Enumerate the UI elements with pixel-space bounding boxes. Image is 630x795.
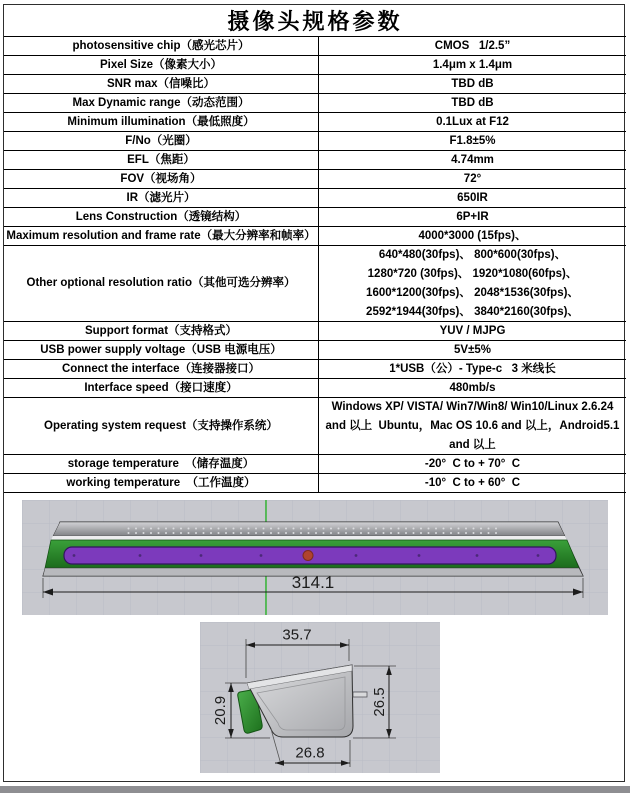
row-value: 1.4μm x 1.4μm [432,58,513,71]
table-row [4,474,626,493]
row-value: TBD dB [451,77,494,90]
trim-rim [51,536,567,540]
row-label: Other optional resolution ratio（其他可选分辨率） [4,246,319,321]
row-label: Pixel Size（像素大小） [4,56,319,74]
row-value-line: 1280*720 (30fps)、 1920*1080(60fps)、 [367,267,578,280]
table-row [4,37,626,56]
row-value-line: and 以上 [449,438,496,451]
row-value: CMOS 1/2.5” [434,39,511,52]
row-value-line: and 以上 Ubuntu，Mac OS 10.6 and 以上，Android5.1 [325,419,620,432]
table-row [4,170,626,189]
row-label: FOV（视场角） [4,170,319,188]
table-row [4,455,626,474]
row-value-line: 640*480(30fps)、 800*600(30fps)、 [378,248,567,261]
row-value: -20° C to + 70° C [424,457,521,470]
row-label: Interface speed（接口速度） [4,379,319,397]
row-value: TBD dB [451,96,494,109]
row-label: Minimum illumination（最低照度） [4,113,319,131]
row-label: USB power supply voltage（USB 电源电压） [4,341,319,359]
row-label: IR（滤光片） [4,189,319,207]
indicator-dot [303,551,313,561]
table-row [4,56,626,75]
dimension-label-left: 20.9 [212,695,229,726]
table-row [4,341,626,360]
row-label: storage temperature （储存温度） [4,455,319,473]
row-label: Max Dynamic range（动态范围） [4,94,319,112]
row-label: working temperature （工作温度） [4,474,319,492]
row-value: 650IR [457,191,488,204]
table-row [4,246,626,322]
table-row [4,379,626,398]
row-value: 5V±5% [454,343,491,356]
spec-table [4,37,626,493]
row-label: photosensitive chip（感光芯片） [4,37,319,55]
dimension-label-top: 35.7 [282,626,312,644]
table-row [4,322,626,341]
row-value: 1*USB（公）- Type-c 3 米线长 [389,362,556,375]
table-row [4,398,626,455]
dimension-label-right: 26.5 [371,687,388,717]
row-value: YUV / MJPG [439,324,506,337]
table-row [4,208,626,227]
page-bottom-shadow [0,786,630,793]
page-title: 摄像头规格参数 [4,5,626,37]
row-value: 4000*3000 (15fps)、 [418,229,527,242]
table-row [4,360,626,379]
row-value-line: Windows XP/ VISTA/ Win7/Win8/ Win10/Linux 2.6.24 [331,400,614,413]
table-row [4,151,626,170]
table-row [4,189,626,208]
row-value: 4.74mm [451,153,494,166]
row-value-line: 1600*1200(30fps)、 2048*1536(30fps)、 [366,286,579,299]
row-label: SNR max（信噪比） [4,75,319,93]
row-value [319,246,626,321]
row-value-line: 2592*1944(30fps)、 3840*2160(30fps)、 [366,305,579,318]
row-label: Connect the interface（连接器接口） [4,360,319,378]
row-value: 72° [463,172,482,185]
row-label: Support format（支持格式） [4,322,319,340]
row-value: 0.1Lux at F12 [436,115,509,128]
row-value: 480mb/s [449,381,496,394]
row-label: F/No（光圈） [4,132,319,150]
table-row [4,132,626,151]
row-value: F1.8±5% [449,134,496,147]
mount-pin [353,692,367,697]
front-view-figure [22,500,608,615]
row-label: Operating system request（支持操作系统） [4,398,319,454]
row-value: -10° C to + 60° C [424,476,521,489]
dimension-label-bottom: 26.8 [295,744,325,762]
row-label: EFL（焦距） [4,151,319,169]
side-view-figure [200,622,440,773]
table-row [4,75,626,94]
row-value: 6P+IR [456,210,489,223]
dimension-label-width: 314.1 [291,573,335,592]
row-label: Lens Construction（透镜结构） [4,208,319,226]
table-row [4,113,626,132]
table-row [4,94,626,113]
row-value [319,398,626,454]
row-label: Maximum resolution and frame rate（最大分辨率和帧率） [4,227,319,245]
table-row [4,227,626,246]
